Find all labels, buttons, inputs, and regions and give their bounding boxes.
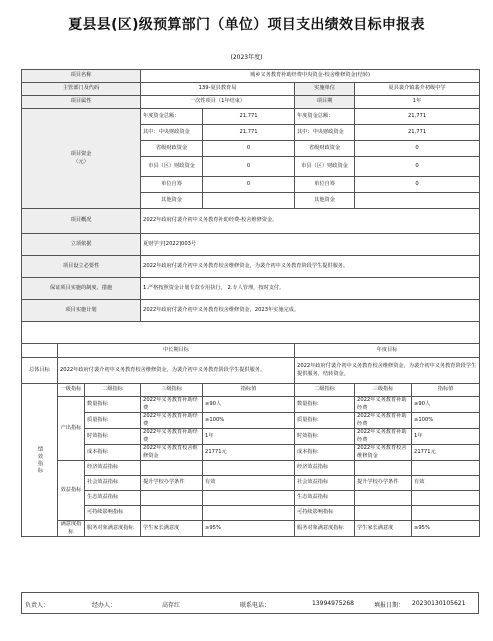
funds-l2: 其他资金	[295, 193, 355, 209]
perf-row	[22, 506, 480, 521]
perf-c: ≥100%	[203, 413, 295, 429]
perf-h3-year: 三级指标	[355, 384, 412, 397]
plan-label: 项目实施计划	[22, 300, 141, 322]
perf-f	[412, 461, 480, 476]
perf-side-label: 绩效指标	[22, 384, 58, 537]
perf-a: 质量指标	[85, 413, 141, 429]
date-value: 20230130105621	[412, 600, 466, 607]
funds-l1: 单位自筹	[141, 177, 203, 193]
funds-v2: 0	[355, 177, 480, 193]
funds-row	[22, 109, 480, 125]
necessity-value: 2022年政府付裴介初中义务教育校舍维修资金，为裴介初中义务教育阶段学生提供服务。	[141, 256, 480, 278]
perf-e: 学生家长满意度	[355, 521, 412, 537]
funds-v2: 21,771	[355, 109, 480, 125]
funds-v2: 21,771	[355, 125, 480, 141]
out-label: 产出指标	[58, 397, 85, 461]
funds-v2	[355, 193, 480, 209]
perf-f: 21771元	[412, 445, 480, 461]
perf-d: 服务对象满意度指标	[295, 521, 355, 537]
perf-d: 质量指标	[295, 413, 355, 429]
funds-v2: 0	[355, 157, 480, 177]
perf-row	[22, 445, 480, 461]
funds-v1	[203, 193, 295, 209]
perf-c: ≥90人	[203, 397, 295, 413]
year-goal-value: 2022年政府付裴介初中义务教育校舍维修资金，为裴介初中义务教育阶段学生提供服务，结转资金。	[295, 358, 480, 384]
perf-a: 生态效益指标	[85, 491, 141, 506]
funds-l1: 市县（区）财政资金	[141, 157, 203, 177]
mid-goal-value: 2022年政府付裴介初中义务教育校舍维修资金，为裴介初中义务教育阶段学生提供服务。	[58, 358, 295, 384]
handler-value: 高存红	[162, 602, 181, 609]
perf-c: 1年	[203, 429, 295, 445]
perf-b: 2022年义务教育补助经费	[141, 429, 203, 445]
period-label: 项目期	[295, 96, 355, 109]
perf-e: 2022年义务教育补助经费	[355, 429, 412, 445]
perf-d: 可持续影响指标	[295, 506, 355, 521]
perf-row	[22, 521, 480, 537]
funds-l2: 省级财政资金	[295, 141, 355, 157]
perf-a: 成本指标	[85, 445, 141, 461]
dept-label: 主管部门及代码	[22, 83, 141, 96]
goals-corner	[22, 344, 58, 358]
basis-label: 立项依据	[22, 234, 141, 256]
perf-h1: 一级指标	[58, 384, 85, 397]
sat-label: 满意度指标	[58, 521, 85, 537]
funds-l2: 市县（区）财政资金	[295, 157, 355, 177]
perf-c: 有效	[203, 476, 295, 491]
perf-c	[203, 491, 295, 506]
row-project-name	[22, 70, 480, 83]
perf-a: 数量指标	[85, 397, 141, 413]
phone-label: 联系电话：	[240, 602, 271, 609]
funds-l2: 其中：中央财政资金	[295, 125, 355, 141]
project-name-value: 城乡义务教育补助经费中央资金-校舍维修资金(结转)	[141, 70, 480, 83]
perf-d: 数量指标	[295, 397, 355, 413]
perf-a: 服务对象满意度指标	[85, 521, 141, 537]
perf-c	[203, 506, 295, 521]
page-title: 夏县县(区)级预算部门（单位）项目支出绩效目标申报表	[68, 17, 425, 33]
perf-f: ≥90人	[412, 397, 480, 413]
perf-c: ≥95%	[203, 521, 295, 537]
perf-f: 1年	[412, 429, 480, 445]
row-necessity	[22, 256, 480, 278]
perf-c: 21771元	[203, 445, 295, 461]
funds-v2: 0	[355, 141, 480, 157]
perf-row	[22, 491, 480, 506]
perf-b	[141, 461, 203, 476]
perf-row	[22, 413, 480, 429]
perf-b	[141, 506, 203, 521]
funds-v1: 21,771	[203, 109, 295, 125]
impl-value: 夏县裴介镇裴介初级中学	[355, 83, 480, 96]
perf-c	[203, 461, 295, 476]
benefit-label: 效益指标	[58, 461, 85, 521]
perf-h2-year: 二级指标	[295, 384, 355, 397]
funds-v1: 0	[203, 177, 295, 193]
perf-d: 时效指标	[295, 429, 355, 445]
date-label: 填报日期：	[374, 602, 405, 609]
funds-l1: 其中：中央财政资金	[141, 125, 203, 141]
perf-row	[22, 397, 480, 413]
guarantee-value: 1.严格按照资金计划专款专用执行。 2.专人管理，按时支付。	[141, 278, 480, 300]
perf-b: 2022年义务教育补助经费	[141, 413, 203, 429]
perf-a: 可持续影响指标	[85, 506, 141, 521]
perf-e	[355, 491, 412, 506]
funds-v1: 0	[203, 141, 295, 157]
funds-v1: 0	[203, 157, 295, 177]
perf-f: ≥95%	[412, 521, 480, 537]
perf-e: 2022年义务教育补助经费	[355, 397, 412, 413]
row-guarantee	[22, 278, 480, 300]
perf-f	[412, 491, 480, 506]
funds-l2: 年度资金总额：	[295, 109, 355, 125]
perf-h2: 二级指标	[85, 384, 141, 397]
row-attr	[22, 96, 480, 109]
phone-value: 13994975268	[312, 600, 354, 607]
perf-e	[355, 506, 412, 521]
page-subtitle: (2023年度)	[230, 54, 263, 61]
guarantee-label: 保证项目实施的制度、措施	[22, 278, 141, 300]
perf-d: 经济效益指标	[295, 461, 355, 476]
perf-a: 时效指标	[85, 429, 141, 445]
perf-e	[355, 461, 412, 476]
leader-label: 负责人：	[25, 602, 50, 609]
perf-e: 2022年义务教育校舍维修资金	[355, 445, 412, 461]
plan-value: 2022年政府付裴介初中义务教育校舍维修资金，2023年实施完成。	[141, 300, 480, 322]
perf-f: 有效	[412, 476, 480, 491]
perf-h3: 三级指标	[141, 384, 203, 397]
necessity-label: 项目设立必要性	[22, 256, 141, 278]
year-goal-header: 年度目标	[295, 344, 480, 358]
perf-h4-year: 指标值	[412, 384, 480, 397]
row-basis	[22, 234, 480, 256]
funds-l1: 省级财政资金	[141, 141, 203, 157]
funds-l2: 单位自筹	[295, 177, 355, 193]
row-blank	[22, 322, 480, 344]
perf-b: 学生家长满意度	[141, 521, 203, 537]
handler-label: 经办人：	[92, 602, 117, 609]
attr-value: 一次性项目（1年结束）	[141, 96, 295, 109]
perf-b: 2022年义务教育校舍维修资金	[141, 445, 203, 461]
perf-f: ≥100%	[412, 413, 480, 429]
perf-row	[22, 461, 480, 476]
funds-label	[22, 109, 141, 209]
perf-e: 2022年义务教育补助经费	[355, 413, 412, 429]
funds-v1: 21,771	[203, 125, 295, 141]
perf-b: 提升学校办学条件	[141, 476, 203, 491]
funds-label-line1: 项目资金	[70, 151, 92, 158]
attr-label: 项目属性	[22, 96, 141, 109]
perf-d: 社会效益指标	[295, 476, 355, 491]
period-value: 1年	[355, 96, 480, 109]
overview-value: 2022年政府付裴介初中义务教育补助经费-校舍维修资金。	[141, 209, 480, 234]
funds-l1: 其他资金	[141, 193, 203, 209]
impl-label: 实施单位	[295, 83, 355, 96]
mid-goal-header: 中长期目标	[58, 344, 295, 358]
goals-row	[22, 358, 480, 384]
perf-f	[412, 506, 480, 521]
funds-label-line2: （元）	[73, 158, 89, 165]
perf-d: 成本指标	[295, 445, 355, 461]
perf-b	[141, 491, 203, 506]
dept-value: 139-夏县教育局	[141, 83, 295, 96]
perf-d: 生态效益指标	[295, 491, 355, 506]
perf-row	[22, 429, 480, 445]
overview-label: 项目概况	[22, 209, 141, 234]
row-dept	[22, 83, 480, 96]
perf-a: 经济效益指标	[85, 461, 141, 476]
declaration-table	[21, 69, 480, 537]
goals-header-row	[22, 344, 480, 358]
row-plan	[22, 300, 480, 322]
funds-l1: 年度资金总额：	[141, 109, 203, 125]
project-name-label: 项目名称	[22, 70, 141, 83]
perf-a: 社会效益指标	[85, 476, 141, 491]
basis-value: 夏财学字[2022]003号	[141, 234, 480, 256]
blank-row	[22, 322, 480, 344]
row-overview	[22, 209, 480, 234]
overall-goal-label: 总体目标	[22, 358, 58, 384]
perf-b: 2022年义务教育补助经费	[141, 397, 203, 413]
perf-e: 提升学校办学条件	[355, 476, 412, 491]
perf-header-row	[22, 384, 480, 397]
signature-footer	[21, 592, 479, 614]
perf-h4: 指标值	[203, 384, 295, 397]
perf-row	[22, 476, 480, 491]
